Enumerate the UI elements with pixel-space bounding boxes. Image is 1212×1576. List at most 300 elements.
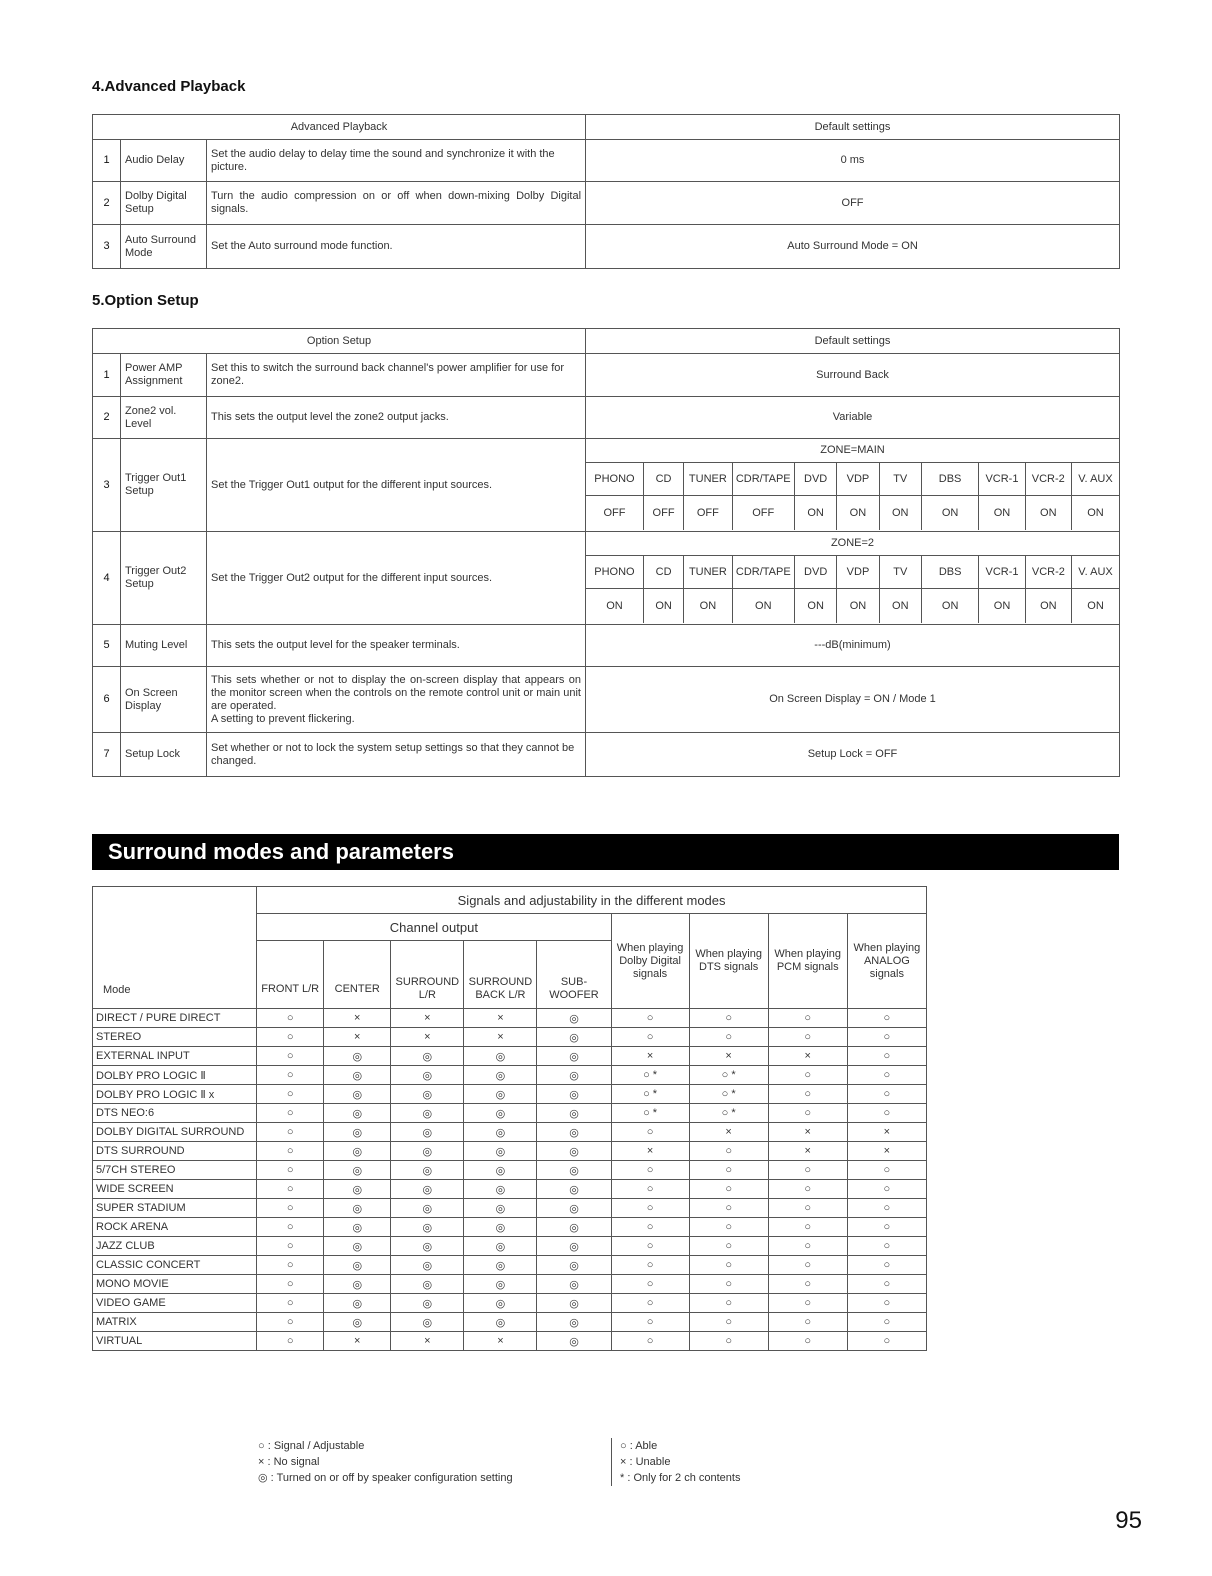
table-row [93,667,1120,733]
trigger-value: ON [586,589,643,624]
setting-description: Set the Trigger Out2 output for the different input sources. [207,532,586,625]
trigger-value: ON [979,589,1025,624]
cell-value: ○ [847,1028,926,1047]
advanced-header: Advanced Playback [93,115,586,140]
cell-value: ○ [611,1161,689,1180]
cell-value: ○ [611,1180,689,1199]
table-row [93,1275,927,1294]
default-settings-header: Default settings [586,329,1120,354]
cell-value: ○ [257,1066,324,1085]
row-number: 6 [93,667,121,733]
table-row [93,1161,927,1180]
cell-value: ○ [689,1028,768,1047]
trigger-value: OFF [684,496,732,531]
cell-value: ○ [689,1256,768,1275]
cell-value: ◎ [324,1199,391,1218]
cell-value: ○ [768,1104,847,1123]
setting-name: Dolby Digital Setup [121,182,207,225]
source-label: TV [879,463,921,496]
legend-item: * : Only for 2 ch contents [620,1472,741,1484]
cell-value: × [768,1142,847,1161]
cell-value: ◎ [324,1237,391,1256]
cell-value: ◎ [464,1256,537,1275]
cell-value: ○ [768,1066,847,1085]
legend-right [620,1438,740,1486]
cell-value: ◎ [537,1180,611,1199]
cell-value: ○ [768,1199,847,1218]
description-text: This sets whether or not to display the on-screen display that appears on the monitor screen when the controls on the remote control unit or main unit are operated. [211,673,581,712]
mode-name: DOLBY DIGITAL SURROUND [93,1123,257,1142]
cell-value: ○ [768,1237,847,1256]
setting-description: Set the Auto surround mode function. [207,225,586,269]
dolby-digital-col-header: When playing Dolby Digital signals [611,914,689,1009]
row-number: 3 [93,439,121,532]
default-value: On Screen Display = ON / Mode 1 [586,667,1120,733]
source-label: VCR-2 [1025,556,1071,589]
table-row [93,1256,927,1275]
cell-value: ◎ [464,1047,537,1066]
channel-output-header: Channel output [257,914,611,941]
cell-value: ○ [611,1028,689,1047]
surround-modes-table [92,886,927,1351]
cell-value: ◎ [324,1256,391,1275]
cell-value: ○ [257,1332,324,1351]
cell-value: ○ * [689,1066,768,1085]
cell-value: × [464,1009,537,1028]
cell-value: × [768,1123,847,1142]
source-label: VCR-1 [979,463,1025,496]
cell-value: ○ [847,1256,926,1275]
cell-value: ◎ [464,1199,537,1218]
cell-value: ○ [257,1294,324,1313]
setting-name: Power AMP Assignment [121,354,207,397]
source-label: DBS [921,556,978,589]
front-col-header: FRONT L/R [257,941,324,1009]
source-label: TUNER [684,463,732,496]
mode-header: Mode [93,887,257,1009]
table-row [93,1237,927,1256]
cell-value: ○ [689,1161,768,1180]
cell-value: ◎ [537,1237,611,1256]
mode-name: MATRIX [93,1313,257,1332]
cell-value: ○ [689,1332,768,1351]
table-row [93,1009,927,1028]
table-header [93,329,1120,354]
cell-value: ◎ [464,1161,537,1180]
cell-value: × [611,1047,689,1066]
table-row [93,1104,927,1123]
trigger-grid [586,439,1119,530]
table-row [93,733,1120,777]
cell-value: ◎ [324,1275,391,1294]
source-label: V. AUX [1071,463,1119,496]
trigger-value: ON [837,589,879,624]
cell-value: ◎ [537,1332,611,1351]
cell-value: ◎ [391,1256,464,1275]
trigger-value: ON [1025,589,1071,624]
table-row [93,140,1120,182]
zone-label: ZONE=2 [586,532,1119,556]
table-row [93,354,1120,397]
analog-col-header: When playing ANALOG signals [847,914,926,1009]
table-row [93,1142,927,1161]
cell-value: ○ [257,1256,324,1275]
source-label: CD [643,556,683,589]
cell-value: ◎ [324,1085,391,1104]
row-number: 7 [93,733,121,777]
cell-value: ○ [257,1028,324,1047]
table-row [93,1123,927,1142]
cell-value: ◎ [537,1142,611,1161]
mode-name: EXTERNAL INPUT [93,1047,257,1066]
source-label: VCR-1 [979,556,1025,589]
table-row [93,1218,927,1237]
cell-value: ◎ [537,1161,611,1180]
setting-name: Setup Lock [121,733,207,777]
trigger-value: ON [921,589,978,624]
cell-value: ○ [847,1294,926,1313]
cell-value: ◎ [537,1123,611,1142]
cell-value: ◎ [537,1009,611,1028]
cell-value: ◎ [537,1085,611,1104]
cell-value: ◎ [391,1275,464,1294]
pcm-col-header: When playing PCM signals [768,914,847,1009]
trigger-value: OFF [732,496,794,531]
table-row [93,1332,927,1351]
source-label: VCR-2 [1025,463,1071,496]
source-label: CDR/TAPE [732,556,794,589]
trigger-value: ON [979,496,1025,531]
default-value: Variable [586,397,1120,439]
trigger-out2-grid [586,532,1120,625]
surround-col-header: SURROUND L/R [391,941,464,1009]
cell-value: ◎ [324,1047,391,1066]
table-row [93,439,1120,532]
mode-name: CLASSIC CONCERT [93,1256,257,1275]
cell-value: ○ [611,1123,689,1142]
mode-name: DOLBY PRO LOGIC Ⅱ [93,1066,257,1085]
source-label: CD [643,463,683,496]
option-header: Option Setup [93,329,586,354]
source-label: DBS [921,463,978,496]
cell-value: ◎ [391,1104,464,1123]
cell-value: × [391,1028,464,1047]
source-label: PHONO [586,463,643,496]
cell-value: ◎ [324,1180,391,1199]
cell-value: ◎ [324,1142,391,1161]
advanced-playback-table [92,114,1120,269]
cell-value: ○ * [611,1085,689,1104]
cell-value: ○ [847,1332,926,1351]
cell-value: ◎ [391,1085,464,1104]
trigger-out1-grid [586,439,1120,532]
setting-name: Trigger Out1 Setup [121,439,207,532]
trigger-value: ON [794,496,836,531]
legend-left [258,1438,513,1486]
cell-value: × [464,1028,537,1047]
cell-value: × [324,1332,391,1351]
cell-value: ○ [257,1199,324,1218]
legend-item: × : Unable [620,1456,671,1468]
cell-value: ○ [611,1237,689,1256]
table-row [93,1294,927,1313]
description-note: A setting to prevent flickering. [211,712,355,725]
trigger-value: ON [1087,506,1104,519]
setting-name: Trigger Out2 Setup [121,532,207,625]
table-row [93,1028,927,1047]
cell-value: ◎ [464,1275,537,1294]
trigger-value: ON [684,589,732,624]
trigger-value: ON [1025,496,1071,531]
legend-divider [611,1438,612,1486]
mode-name: DTS SURROUND [93,1142,257,1161]
trigger-grid [586,532,1119,623]
cell-value: ○ [847,1237,926,1256]
table-header [93,115,1120,140]
cell-value: ○ * [689,1104,768,1123]
cell-value: ◎ [324,1104,391,1123]
cell-value: ◎ [324,1066,391,1085]
row-number: 4 [93,532,121,625]
setting-description: Set the Trigger Out1 output for the different input sources. [207,439,586,532]
legend-item: ○ : Able [620,1440,658,1452]
row-number: 2 [93,397,121,439]
dts-col-header: When playing DTS signals [689,914,768,1009]
cell-value: ○ [257,1237,324,1256]
advanced-playback-title: 4.Advanced Playback [92,78,246,95]
surround-modes-banner: Surround modes and parameters [92,834,1119,870]
cell-value: ◎ [391,1142,464,1161]
mode-name: DTS NEO:6 [93,1104,257,1123]
cell-value: ○ [689,1180,768,1199]
cell-value: ○ [847,1275,926,1294]
cell-value: ◎ [464,1066,537,1085]
trigger-value: OFF [643,496,683,531]
row-number: 5 [93,625,121,667]
cell-value: ○ [847,1313,926,1332]
cell-value: ○ [689,1275,768,1294]
cell-value: ◎ [537,1104,611,1123]
table-row [93,1199,927,1218]
cell-value: ◎ [537,1047,611,1066]
cell-value: ○ [847,1066,926,1085]
cell-value: ○ [768,1028,847,1047]
table-row [93,182,1120,225]
cell-value: ○ * [689,1085,768,1104]
cell-value: × [324,1009,391,1028]
cell-value: ◎ [391,1180,464,1199]
source-label: PHONO [586,556,643,589]
cell-value: ○ [257,1142,324,1161]
cell-value: ◎ [464,1313,537,1332]
cell-value: ○ [768,1275,847,1294]
cell-value: ○ * [611,1104,689,1123]
center-col-header: CENTER [324,941,391,1009]
source-label: DVD [794,463,836,496]
cell-value: ◎ [464,1237,537,1256]
trigger-value: ON [879,589,921,624]
cell-value: ◎ [537,1294,611,1313]
cell-value: ○ [257,1047,324,1066]
cell-value: ◎ [391,1237,464,1256]
cell-value: ◎ [391,1161,464,1180]
setting-description [207,667,586,733]
cell-value: ◎ [464,1142,537,1161]
row-number: 1 [93,354,121,397]
mode-name: ROCK ARENA [93,1218,257,1237]
cell-value: ◎ [464,1085,537,1104]
cell-value: ◎ [391,1066,464,1085]
row-number: 3 [93,225,121,269]
cell-value: × [391,1332,464,1351]
cell-value: ○ [611,1218,689,1237]
cell-value: ○ [257,1085,324,1104]
setting-description: Set whether or not to lock the system setup settings so that they cannot be changed. [207,733,586,777]
setting-description: Set the audio delay to delay time the sound and synchronize it with the picture. [207,140,586,182]
cell-value: ○ [768,1085,847,1104]
surround-body [93,1009,927,1351]
cell-value: ◎ [391,1123,464,1142]
cell-value: ○ [611,1256,689,1275]
cell-value: ◎ [537,1256,611,1275]
table-row [93,225,1120,269]
cell-value: ○ [611,1313,689,1332]
table-row [93,1066,927,1085]
legend-item: × : No signal [258,1456,320,1468]
cell-value: × [847,1123,926,1142]
cell-value: ◎ [391,1218,464,1237]
cell-value: ○ [847,1104,926,1123]
cell-value: ○ [257,1313,324,1332]
cell-value: ◎ [537,1218,611,1237]
cell-value: ○ [847,1161,926,1180]
table-row [93,625,1120,667]
cell-value: ○ [257,1275,324,1294]
surround-back-col-header: SURROUND BACK L/R [464,941,537,1009]
trigger-value: ON [732,589,794,624]
cell-value: ○ [768,1294,847,1313]
surround-header-row [93,887,927,914]
source-label: VDP [837,463,879,496]
cell-value: ○ [611,1332,689,1351]
cell-value: ◎ [391,1294,464,1313]
mode-name: VIRTUAL [93,1332,257,1351]
setting-name: Audio Delay [121,140,207,182]
cell-value: ◎ [464,1123,537,1142]
mode-name: MONO MOVIE [93,1275,257,1294]
subwoofer-col-header: SUB-WOOFER [537,941,611,1009]
table-row [93,1180,927,1199]
cell-value: × [768,1047,847,1066]
cell-value: ◎ [537,1275,611,1294]
cell-value: ○ [847,1218,926,1237]
cell-value: ◎ [324,1294,391,1313]
cell-value: ○ [689,1218,768,1237]
cell-value: × [611,1142,689,1161]
source-label: TUNER [684,556,732,589]
cell-value: ○ [768,1161,847,1180]
cell-value: ○ [689,1142,768,1161]
setting-name: On Screen Display [121,667,207,733]
setting-name: Auto Surround Mode [121,225,207,269]
cell-value: ○ [768,1332,847,1351]
source-label: DVD [795,556,837,589]
cell-value: ◎ [537,1199,611,1218]
source-label: V. AUX [1072,556,1119,589]
table-row [93,1313,927,1332]
cell-value: ○ [689,1313,768,1332]
cell-value: ○ [768,1009,847,1028]
trigger-value: ON [921,496,978,531]
default-value: 0 ms [586,140,1120,182]
cell-value: ○ [257,1009,324,1028]
mode-name: 5/7CH STEREO [93,1161,257,1180]
row-number: 2 [93,182,121,225]
mode-name: STEREO [93,1028,257,1047]
cell-value: ○ [257,1123,324,1142]
cell-value: ◎ [464,1294,537,1313]
cell-value: ○ [847,1085,926,1104]
default-value: ---dB(minimum) [586,625,1120,667]
setting-description: This sets the output level the zone2 output jacks. [207,397,586,439]
legend-item: ◎ : Turned on or off by speaker configuration setting [258,1472,513,1484]
mode-name: WIDE SCREEN [93,1180,257,1199]
cell-value: ○ [611,1199,689,1218]
row-number: 1 [93,140,121,182]
option-setup-table [92,328,1120,777]
cell-value: ○ [257,1218,324,1237]
mode-name: DIRECT / PURE DIRECT [93,1009,257,1028]
cell-value: ○ [257,1161,324,1180]
cell-value: ◎ [537,1066,611,1085]
trigger-value: ON [795,589,837,624]
cell-value: ○ [847,1047,926,1066]
cell-value: ○ [611,1294,689,1313]
mode-name: VIDEO GAME [93,1294,257,1313]
cell-value: ○ [768,1218,847,1237]
table-row [93,1047,927,1066]
table-row [93,1085,927,1104]
setting-description: This sets the output level for the speaker terminals. [207,625,586,667]
cell-value: ○ [847,1180,926,1199]
setting-name: Zone2 vol. Level [121,397,207,439]
setting-description: Set this to switch the surround back channel's power amplifier for use for zone2. [207,354,586,397]
trigger-value: ON [1087,599,1104,612]
cell-value: ○ [768,1180,847,1199]
cell-value: ◎ [391,1199,464,1218]
cell-value: ◎ [464,1218,537,1237]
cell-value: ○ [847,1009,926,1028]
trigger-value: ON [879,496,921,531]
cell-value: ○ [611,1275,689,1294]
cell-value: ○ * [611,1066,689,1085]
default-value: Surround Back [586,354,1120,397]
trigger-value: OFF [586,496,643,531]
zone-label: ZONE=MAIN [586,439,1119,463]
cell-value: ○ [689,1294,768,1313]
source-label: VDP [837,556,879,589]
trigger-value: ON [643,589,683,624]
cell-value: ◎ [464,1180,537,1199]
cell-value: ○ [689,1009,768,1028]
cell-value: ◎ [324,1123,391,1142]
table-row [93,397,1120,439]
source-label: CDR/TAPE [732,463,794,496]
legend-item: ○ : Signal / Adjustable [258,1440,365,1452]
cell-value: ◎ [324,1313,391,1332]
cell-value: ◎ [324,1161,391,1180]
source-label: TV [879,556,921,589]
